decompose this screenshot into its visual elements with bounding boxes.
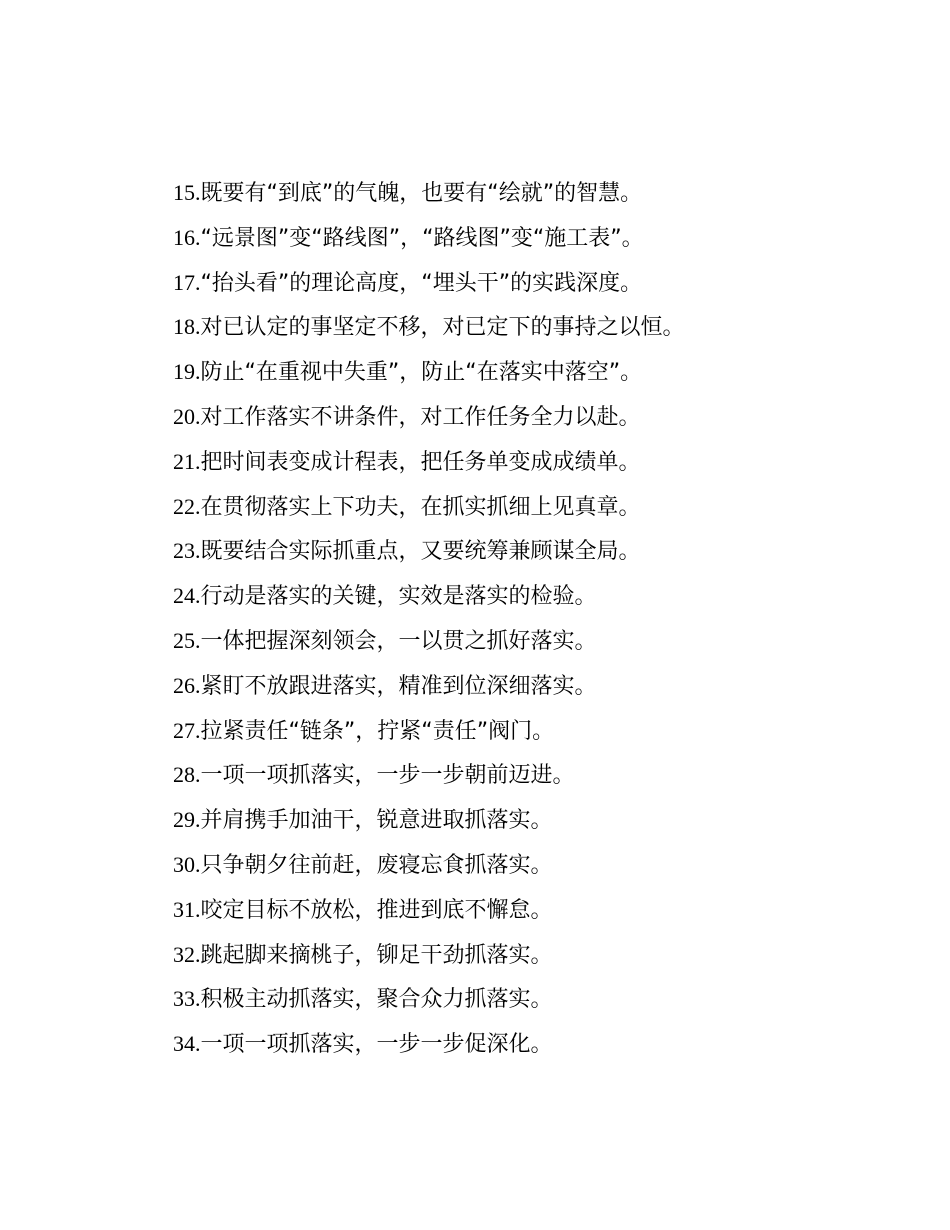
- item-text: 拉紧责任“链条”，拧紧“责任”阀门。: [200, 718, 555, 744]
- item-number: 33.: [173, 986, 201, 1012]
- list-item: [173, 529, 893, 574]
- list-item: [173, 888, 893, 933]
- list-item: [173, 216, 893, 261]
- list-item: [173, 753, 893, 798]
- item-text: 对已认定的事坚定不移，对已定下的事持之以恒。: [200, 315, 685, 341]
- item-number: 18.: [173, 314, 201, 340]
- item-number: 23.: [173, 538, 201, 564]
- item-text: 既要结合实际抓重点，又要统筹兼顾谋全局。: [200, 539, 641, 565]
- list-item: [173, 619, 893, 664]
- item-text: 紧盯不放跟进落实，精准到位深细落实。: [200, 673, 597, 699]
- item-text: 一项一项抓落实，一步一步促深化。: [200, 1032, 553, 1058]
- item-number: 25.: [173, 627, 201, 653]
- list-item: [173, 1022, 893, 1067]
- item-text: 在贯彻落实上下功夫，在抓实抓细上见真章。: [200, 494, 641, 520]
- item-number: 20.: [173, 403, 201, 429]
- list-item: [173, 977, 893, 1022]
- item-text: 防止“在重视中失重”，防止“在落实中落空”。: [200, 360, 643, 386]
- list-item: [173, 485, 893, 530]
- item-number: 16.: [173, 224, 201, 250]
- item-text: “抬头看”的理论高度，“埋头干”的实践深度。: [200, 270, 643, 296]
- item-text: 跳起脚来摘桃子，铆足干劲抓落实。: [200, 942, 553, 968]
- item-text: 积极主动抓落实，聚合众力抓落实。: [200, 987, 553, 1013]
- list-item: [173, 933, 893, 978]
- item-text: 只争朝夕往前赶，废寝忘食抓落实。: [200, 852, 553, 878]
- list-item: [173, 798, 893, 843]
- item-number: 21.: [173, 448, 201, 474]
- item-number: 30.: [173, 851, 201, 877]
- list-item: [173, 574, 893, 619]
- list-item: [173, 395, 893, 440]
- item-number: 28.: [173, 762, 201, 788]
- item-number: 27.: [173, 717, 201, 743]
- item-number: 17.: [173, 269, 201, 295]
- item-text: 既要有“到底”的气魄，也要有“绘就”的智慧。: [200, 181, 643, 206]
- item-number: 26.: [173, 672, 201, 698]
- list-item: [173, 440, 893, 485]
- item-text: 一项一项抓落实，一步一步朝前迈进。: [200, 763, 575, 789]
- item-number: 31.: [173, 896, 201, 922]
- item-text: 并肩携手加油干，锐意进取抓落实。: [200, 808, 553, 834]
- list-item: [173, 664, 893, 709]
- item-number: 34.: [173, 1031, 201, 1057]
- item-text: 一体把握深刻领会，一以贯之抓好落实。: [200, 628, 597, 654]
- item-number: 19.: [173, 359, 201, 385]
- item-number: 32.: [173, 941, 201, 967]
- numbered-list: [173, 171, 893, 1067]
- list-item: [173, 171, 893, 216]
- list-item: [173, 350, 893, 395]
- list-item: [173, 843, 893, 888]
- list-item: [173, 261, 893, 306]
- item-text: 行动是落实的关键，实效是落实的检验。: [200, 584, 597, 610]
- item-text: 对工作落实不讲条件，对工作任务全力以赴。: [200, 404, 641, 430]
- item-text: 咬定目标不放松，推进到底不懈怠。: [200, 897, 553, 923]
- item-number: 29.: [173, 807, 201, 833]
- item-number: 24.: [173, 583, 201, 609]
- item-number: 22.: [173, 493, 201, 519]
- item-text: 把时间表变成计程表，把任务单变成成绩单。: [200, 449, 641, 475]
- list-item: [173, 709, 893, 754]
- list-item: [173, 305, 893, 350]
- item-number: 15.: [173, 180, 201, 205]
- item-text: “远景图”变“路线图”，“路线图”变“施工表”。: [200, 225, 644, 251]
